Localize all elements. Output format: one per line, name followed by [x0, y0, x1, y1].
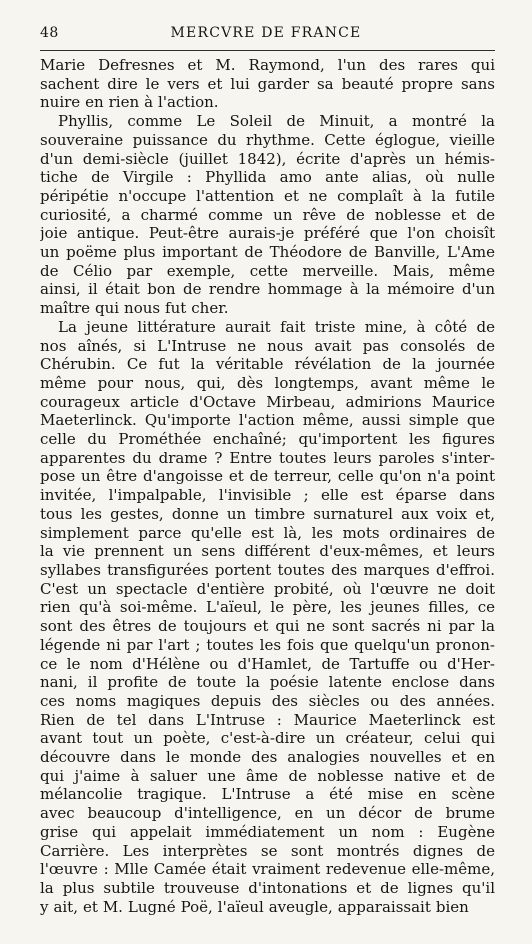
text-line-7: tiche de Virgile : Phyllida amo ante alias, où nulle [40, 168, 495, 187]
text-line-37: avant tout un poète, c'est-à-dire un créateur, celui qui [40, 729, 495, 748]
text-line-22: apparentes du drame ? Entre toutes leurs paroles s'inter- [40, 448, 495, 467]
text-line-32: légende ni par l'art ; toutes les fois que quelqu'un pronon- [40, 635, 495, 654]
text-line-24: invitée, l'impalpable, l'invisible ; elle est éparse dans [40, 486, 495, 505]
text-line-5: souveraine puissance du rhythme. Cette églogue, vieille [40, 130, 495, 149]
text-line-44: l'œuvre : Mlle Camée était vraiment redevenue elle-même, [40, 860, 495, 879]
text-line-21: celle du Prométhée enchaîné; qu'importent les figures [40, 430, 495, 449]
text-line-10: joie antique. Peut-être aurais-je préféré que l'on choisît [40, 224, 495, 243]
text-line-19: courageux article d'Octave Mirbeau, admirions Maurice [40, 392, 495, 411]
text-line-35: ces noms magiques depuis des siècles ou des années. [40, 691, 495, 710]
text-line-39: qui j'aime à saluer une âme de noblesse native et de [40, 766, 495, 785]
text-line-30: rien qu'à soi-même. L'aïeul, le père, les jeunes filles, ce [40, 598, 495, 617]
page-header [40, 22, 492, 44]
text-line-28: syllabes transfigurées portent toutes des marques d'effroi. [40, 560, 495, 579]
text-line-42: grise qui appelait immédiatement un nom : Eugène [40, 822, 495, 841]
text-line-14: maître qui nous fut cher. [40, 299, 229, 318]
text-line-6: d'un demi-siècle (juillet 1842), écrite d'après un hémis- [40, 149, 495, 168]
text-line-9: curiosité, a charmé comme un rêve de noblesse et de [40, 205, 495, 224]
text-line-17: Chérubin. Ce fut la véritable révélation de la journée [40, 355, 495, 374]
text-line-41: avec beaucoup d'intelligence, en un décor de brume [40, 804, 495, 823]
text-line-34: nani, il profite de toute la poésie latente enclose dans [40, 673, 495, 692]
header-rule [40, 50, 495, 51]
text-line-11: un poëme plus important de Théodore de Banville, L'Ame [40, 243, 495, 262]
text-line-43: Carrière. Les interprètes se sont montrés dignes de [40, 841, 495, 860]
text-line-23: pose un être d'angoisse et de terreur, celle qu'on n'a point [40, 467, 495, 486]
text-line-29: C'est un spectacle d'entière probité, où l'œuvre ne doit [40, 579, 495, 598]
text-line-31: sont des êtres de toujours et qui ne sont sacrés ni par la [40, 617, 495, 636]
text-line-8: péripétie n'occupe l'attention et ne complaît à la futile [40, 186, 495, 205]
text-line-25: tous les gestes, donne un timbre surnaturel aux voix et, [40, 504, 495, 523]
text-line-4: Phyllis, comme Le Soleil de Minuit, a montré la [58, 112, 495, 131]
text-line-38: découvre dans le monde des analogies nouvelles et en [40, 748, 495, 767]
running-head: MERCVRE DE FRANCE [170, 25, 362, 41]
text-line-36: Rien de tel dans L'Intruse : Maurice Maeterlinck est [40, 710, 495, 729]
text-line-2: sachent dire le vers et lui garder sa beauté propre sans [40, 74, 495, 93]
text-line-3: nuire en rien à l'action. [40, 93, 219, 112]
text-line-20: Maeterlinck. Qu'importe l'action même, aussi simple que [40, 411, 495, 430]
text-line-40: mélancolie tragique. L'Intruse a été mise en scène [40, 785, 495, 804]
text-line-45: la plus subtile trouveuse d'intonations et de lignes qu'il [40, 878, 495, 897]
text-line-15: La jeune littérature aurait fait triste mine, à côté de [58, 317, 495, 336]
text-line-27: la vie prennent un sens différent d'eux-mêmes, et leurs [40, 542, 495, 561]
text-line-16: nos aînés, si L'Intruse ne nous avait pas consolés de [40, 336, 495, 355]
text-line-26: simplement parce qu'elle est là, les mots ordinaires de [40, 523, 495, 542]
text-line-12: de Célio par exemple, cette merveille. Mais, même [40, 261, 495, 280]
text-line-46: y ait, et M. Lugné Poë, l'aïeul aveugle, apparaissait bien [40, 897, 469, 916]
text-line-33: ce le nom d'Hélène ou d'Hamlet, de Tartuffe ou d'Her- [40, 654, 495, 673]
text-line-18: même pour nous, qui, dès longtemps, avant même le [40, 373, 495, 392]
article-text [40, 56, 495, 916]
text-line-1: Marie Defresnes et M. Raymond, l'un des rares qui [40, 56, 495, 74]
text-line-13: ainsi, il était bon de rendre hommage à la mémoire d'un [40, 280, 495, 299]
page-number: 48 [40, 25, 59, 41]
